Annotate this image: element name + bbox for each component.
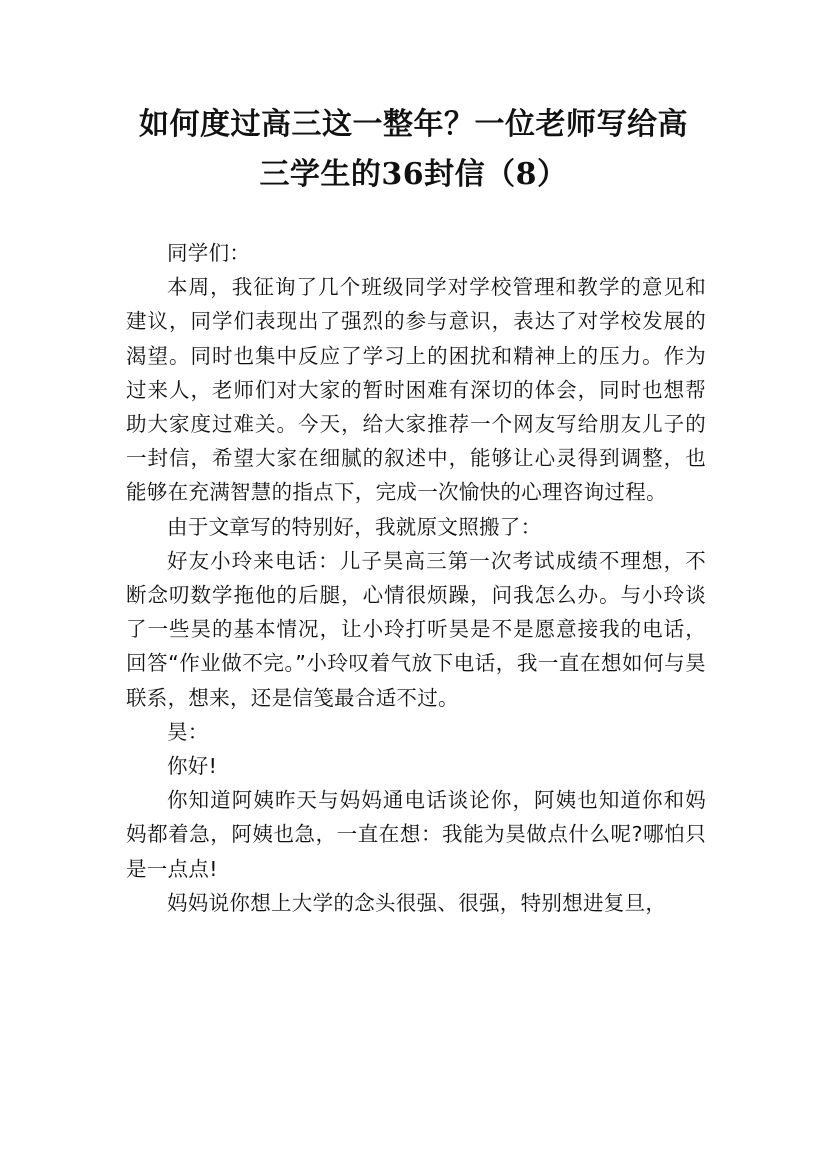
salutation: 同学们： xyxy=(167,241,251,265)
title-line-1: 如何度过高三这一整年？一位老师写给高 xyxy=(139,107,688,142)
paragraph: 妈妈说你想上大学的念头很强、很强，特别想进复旦， xyxy=(167,890,667,915)
document-body xyxy=(126,236,706,920)
letter-greeting: 你好! xyxy=(167,754,218,779)
title-line-2: 三学生的36封信（8） xyxy=(259,157,568,192)
paragraph: 好友小玲来电话：儿子昊高三第一次考试成绩不理想，不断念叨数学拖他的后腿，心情很烦躁，问我怎么办。与小玲谈了一些昊的基本情况，让小玲打听昊是不是愿意接我的电话，回答“作业做不完。”小玲叹着气放下电话，我一直在想如何与昊联系，想来，还是信笺最合适不过。 xyxy=(126,548,706,710)
document-title xyxy=(0,100,827,200)
paragraph: 由于文章写的特别好，我就原文照搬了： xyxy=(167,514,542,539)
letter-salutation: 昊： xyxy=(167,719,209,744)
paragraph: 你知道阿姨昨天与妈妈通电话谈论你，阿姨也知道你和妈妈都着急，阿姨也急，一直在想：我能为昊做点什么呢?哪怕只是一点点! xyxy=(126,788,706,881)
paragraph: 本周，我征询了几个班级同学对学校管理和教学的意见和建议，同学们表现出了强烈的参与意识，表达了对学校发展的渴望。同时也集中反应了学习上的困扰和精神上的压力。作为过来人，老师们对大家的暂时困难有深切的体会，同时也想帮助大家度过难关。今天，给大家推荐一个网友写给朋友儿子的一封信，希望大家在细腻的叙述中，能够让心灵得到调整，也能够在充满智慧的指点下，完成一次愉快的心理咨询过程。 xyxy=(126,275,706,505)
